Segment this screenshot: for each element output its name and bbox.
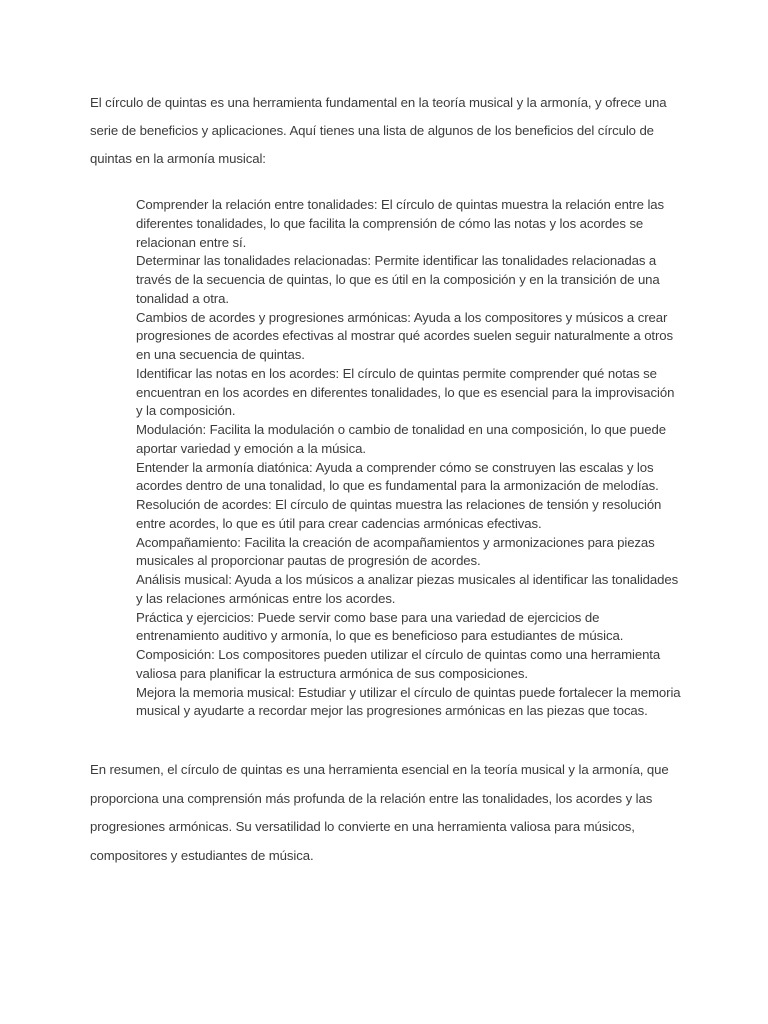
list-item: Resolución de acordes: El círculo de quintas muestra las relaciones de tensión y resolución entre acordes, lo que es útil para crear cadencias armónicas efectivas. bbox=[136, 497, 662, 531]
list-item: Mejora la memoria musical: Estudiar y utilizar el círculo de quintas puede fortalecer la memoria musical y ayudarte a recordar mejor las progresiones armónicas en las piezas que tocas. bbox=[136, 684, 681, 719]
list-item: Determinar las tonalidades relacionadas: Permite identificar las tonalidades relacionadas a través de la secuencia de quintas, lo que es útil en la composición y en la transición de una tonalidad a otra. bbox=[136, 253, 660, 306]
list-item: Acompañamiento: Facilita la creación de acompañamientos y armonizaciones para piezas musicales al proporcionar pautas de progresión de acordes. bbox=[136, 534, 655, 569]
list-item: Cambios de acordes y progresiones armónicas: Ayuda a los compositores y músicos a crear progresiones de acordes efectivas al mostrar qué acordes suelen seguir naturalmente a otros en una secuencia de quintas. bbox=[136, 309, 674, 362]
conclusion-paragraph: En resumen, el círculo de quintas es una herramienta esencial en la teoría musical y la armonía, que proporciona una comprensión más profunda de la relación entre las tonalidades, los acordes y las progresiones armónicas. Su versatilidad lo convierte en una herramienta valiosa para músicos, compositores y estudiantes de música. bbox=[90, 762, 669, 863]
list-item: Modulación: Facilita la modulación o cambio de tonalidad en una composición, lo que puede aportar variedad y emoción a la música. bbox=[136, 422, 666, 456]
list-item: Comprender la relación entre tonalidades: El círculo de quintas muestra la relación entre las diferentes tonalidades, lo que facilita la comprensión de cómo las notas y los acordes se relacionan entre sí. bbox=[136, 197, 665, 250]
list-item: Práctica y ejercicios: Puede servir como base para una variedad de ejercicios de entrenamiento auditivo y armonía, lo que es beneficioso para estudiantes de música. bbox=[136, 609, 624, 644]
list-item: Identificar las notas en los acordes: El círculo de quintas permite comprender qué notas se encuentran en los acordes en diferentes tonalidades, lo que es esencial para la improvisación y la composición. bbox=[136, 365, 675, 419]
list-item: Análisis musical: Ayuda a los músicos a analizar piezas musicales al identificar las tonalidades y las relaciones armónicas entre los acordes. bbox=[136, 572, 679, 606]
list-item: Entender la armonía diatónica: Ayuda a comprender cómo se construyen las escalas y los acordes dentro de una tonalidad, lo que es fundamental para la armonización de melodías. bbox=[136, 459, 659, 494]
intro-paragraph: El círculo de quintas es una herramienta fundamental en la teoría musical y la armonía, y ofrece una serie de beneficios y aplicaciones. Aquí tienes una lista de algunos de los beneficios del círculo de quintas en la armonía musical: bbox=[90, 95, 667, 166]
benefits-list bbox=[136, 196, 684, 721]
list-item: Composición: Los compositores pueden utilizar el círculo de quintas como una herramienta valiosa para planificar la estructura armónica de sus composiciones. bbox=[136, 647, 661, 681]
